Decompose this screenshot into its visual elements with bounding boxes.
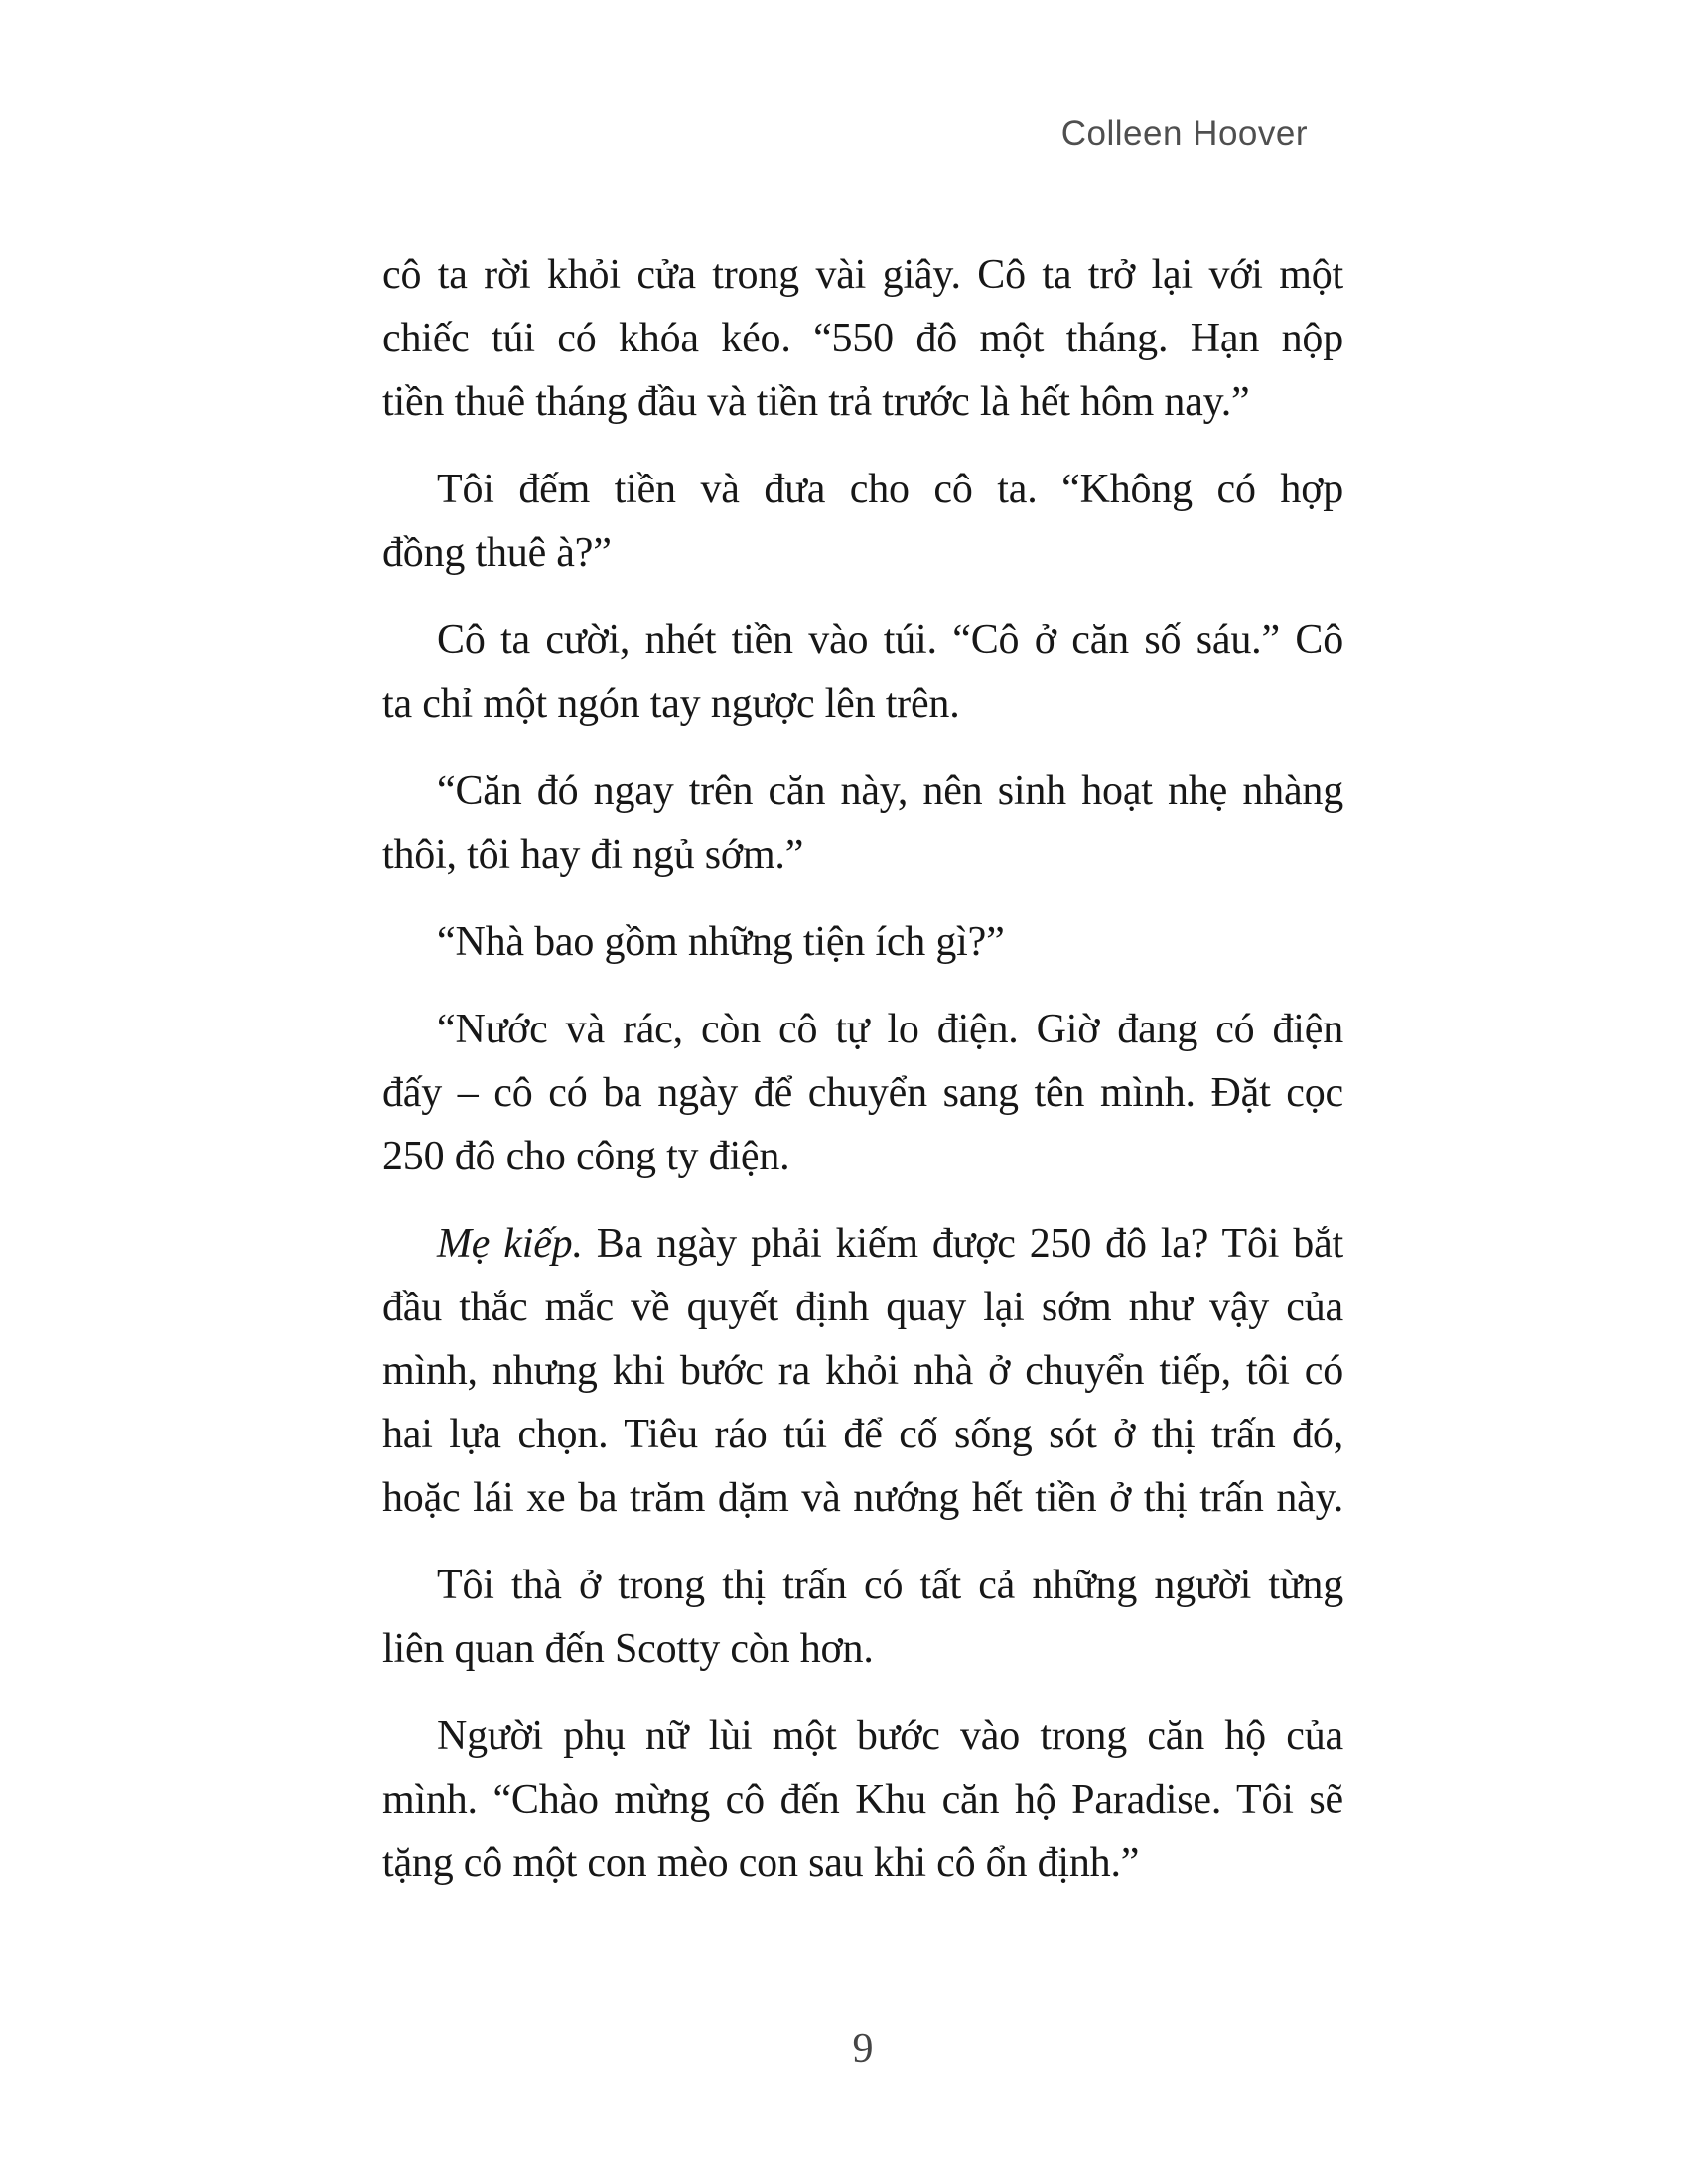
paragraph xyxy=(382,998,1343,1188)
paragraph xyxy=(382,759,1343,887)
body-line: liên quan đến Scotty còn hơn. xyxy=(382,1626,874,1672)
body-line: cô ta rời khỏi cửa trong vài giây. Cô ta trở lại với một xyxy=(382,252,1343,298)
paragraph xyxy=(382,609,1343,736)
body-line: “Căn đó ngay trên căn này, nên sinh hoạt nhẹ nhàng xyxy=(437,768,1343,814)
paragraph xyxy=(382,1705,1343,1895)
body-line: “Nước và rác, còn cô tự lo điện. Giờ đang có điện xyxy=(437,1007,1343,1052)
body-line: Tôi đếm tiền và đưa cho cô ta. “Không có hợp xyxy=(437,467,1343,512)
body-line: tặng cô một con mèo con sau khi cô ổn định.” xyxy=(382,1841,1140,1886)
text-block xyxy=(382,243,1343,1895)
body-line: Mẹ kiếp. Ba ngày phải kiếm được 250 đô la? Tôi bắt xyxy=(437,1221,1343,1267)
body-line: đồng thuê à?” xyxy=(382,530,612,576)
body-line: đấy – cô có ba ngày để chuyển sang tên mình. Đặt cọc xyxy=(382,1070,1343,1116)
paragraph xyxy=(382,243,1343,434)
body-line: đầu thắc mắc về quyết định quay lại sớm như vậy của xyxy=(382,1285,1343,1330)
paragraph xyxy=(382,1212,1343,1530)
page-number: 9 xyxy=(852,2026,874,2072)
body-line: Tôi thà ở trong thị trấn có tất cả những người từng xyxy=(437,1563,1343,1608)
body-line: mình. “Chào mừng cô đến Khu căn hộ Paradise. Tôi sẽ xyxy=(382,1777,1343,1823)
body-line: mình, nhưng khi bước ra khỏi nhà ở chuyển tiếp, tôi có xyxy=(382,1348,1343,1394)
paragraph xyxy=(382,1554,1343,1681)
paragraph xyxy=(382,910,1343,974)
body-line: chiếc túi có khóa kéo. “550 đô một tháng. Hạn nộp xyxy=(382,316,1343,361)
body-line: hoặc lái xe ba trăm dặm và nướng hết tiền ở thị trấn này. xyxy=(382,1475,1343,1521)
body-line: Cô ta cười, nhét tiền vào túi. “Cô ở căn số sáu.” Cô xyxy=(437,617,1343,663)
body-line: hai lựa chọn. Tiêu ráo túi để cố sống sót ở thị trấn đó, xyxy=(382,1412,1343,1457)
body-line: “Nhà bao gồm những tiện ích gì?” xyxy=(437,919,1005,965)
body-line: ta chỉ một ngón tay ngược lên trên. xyxy=(382,681,960,727)
paragraph xyxy=(382,458,1343,585)
body-line: Người phụ nữ lùi một bước vào trong căn hộ của xyxy=(437,1713,1343,1759)
italic-phrase: Mẹ kiếp. xyxy=(437,1221,583,1267)
body-line: thôi, tôi hay đi ngủ sớm.” xyxy=(382,832,804,878)
running-header-title: Colleen Hoover xyxy=(1060,114,1308,153)
body-line: 250 đô cho công ty điện. xyxy=(382,1134,790,1179)
body-line: tiền thuê tháng đầu và tiền trả trước là hết hôm nay.” xyxy=(382,379,1250,425)
